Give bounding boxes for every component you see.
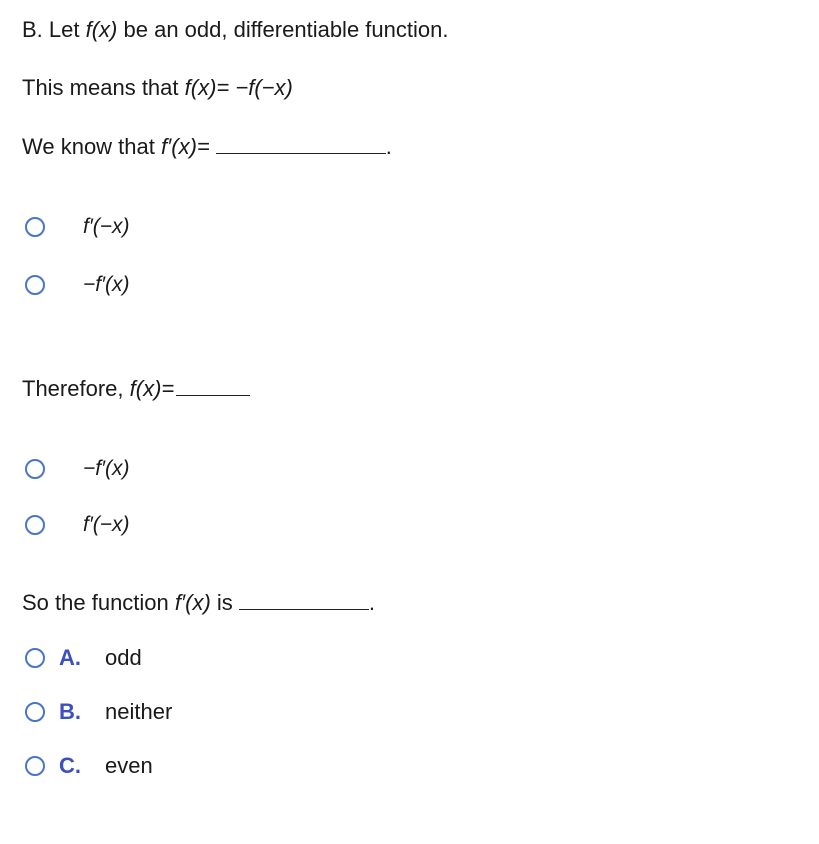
q3-option-a[interactable] bbox=[25, 643, 142, 673]
radio-icon[interactable] bbox=[25, 756, 45, 776]
q2-option-1[interactable] bbox=[25, 454, 130, 484]
so-expression: f′(x) bbox=[174, 590, 211, 615]
q1-option-2-label: −f′(x) bbox=[83, 273, 130, 296]
intro-function: f(x) bbox=[85, 17, 118, 42]
know-period: . bbox=[385, 134, 392, 159]
radio-icon[interactable] bbox=[25, 515, 45, 535]
radio-icon[interactable] bbox=[25, 275, 45, 295]
means-prefix: This means that bbox=[22, 75, 179, 100]
q3-option-c[interactable] bbox=[25, 751, 153, 781]
means-equation: f(x)= −f(−x) bbox=[184, 75, 293, 100]
q3-option-c-text: even bbox=[105, 753, 153, 778]
q2-option-1-label: −f′(x) bbox=[83, 457, 130, 480]
radio-icon[interactable] bbox=[25, 459, 45, 479]
know-line bbox=[22, 133, 392, 161]
so-line bbox=[22, 589, 375, 617]
q1-option-1-label: f′(−x) bbox=[83, 215, 130, 238]
q3-option-b[interactable] bbox=[25, 697, 172, 727]
so-suffix: is bbox=[216, 590, 233, 615]
q3-option-a-letter: A. bbox=[59, 645, 81, 670]
radio-icon[interactable] bbox=[25, 217, 45, 237]
so-period: . bbox=[368, 590, 375, 615]
know-prefix: We know that bbox=[22, 134, 155, 159]
know-expression: f′(x)= bbox=[161, 134, 210, 159]
q2-option-2[interactable] bbox=[25, 510, 130, 540]
therefore-expression: f(x)= bbox=[129, 376, 175, 401]
q3-option-c-letter: C. bbox=[59, 753, 81, 778]
intro-label: B. Let bbox=[22, 17, 80, 42]
intro-rest: be an odd, differentiable function. bbox=[123, 17, 449, 42]
q1-option-2[interactable] bbox=[25, 270, 130, 300]
therefore-prefix: Therefore, bbox=[22, 376, 124, 401]
therefore-line bbox=[22, 375, 250, 403]
answer-blank-1 bbox=[216, 135, 386, 154]
q3-option-b-text: neither bbox=[105, 699, 173, 724]
q1-option-1[interactable] bbox=[25, 212, 130, 242]
radio-icon[interactable] bbox=[25, 648, 45, 668]
q3-option-a-text: odd bbox=[105, 645, 142, 670]
answer-blank-3 bbox=[239, 591, 369, 610]
answer-blank-2 bbox=[176, 377, 250, 396]
q2-option-2-label: f′(−x) bbox=[83, 513, 130, 536]
q3-option-b-letter: B. bbox=[59, 699, 81, 724]
radio-icon[interactable] bbox=[25, 702, 45, 722]
intro-line bbox=[22, 16, 448, 44]
so-prefix: So the function bbox=[22, 590, 169, 615]
means-line bbox=[22, 74, 293, 102]
